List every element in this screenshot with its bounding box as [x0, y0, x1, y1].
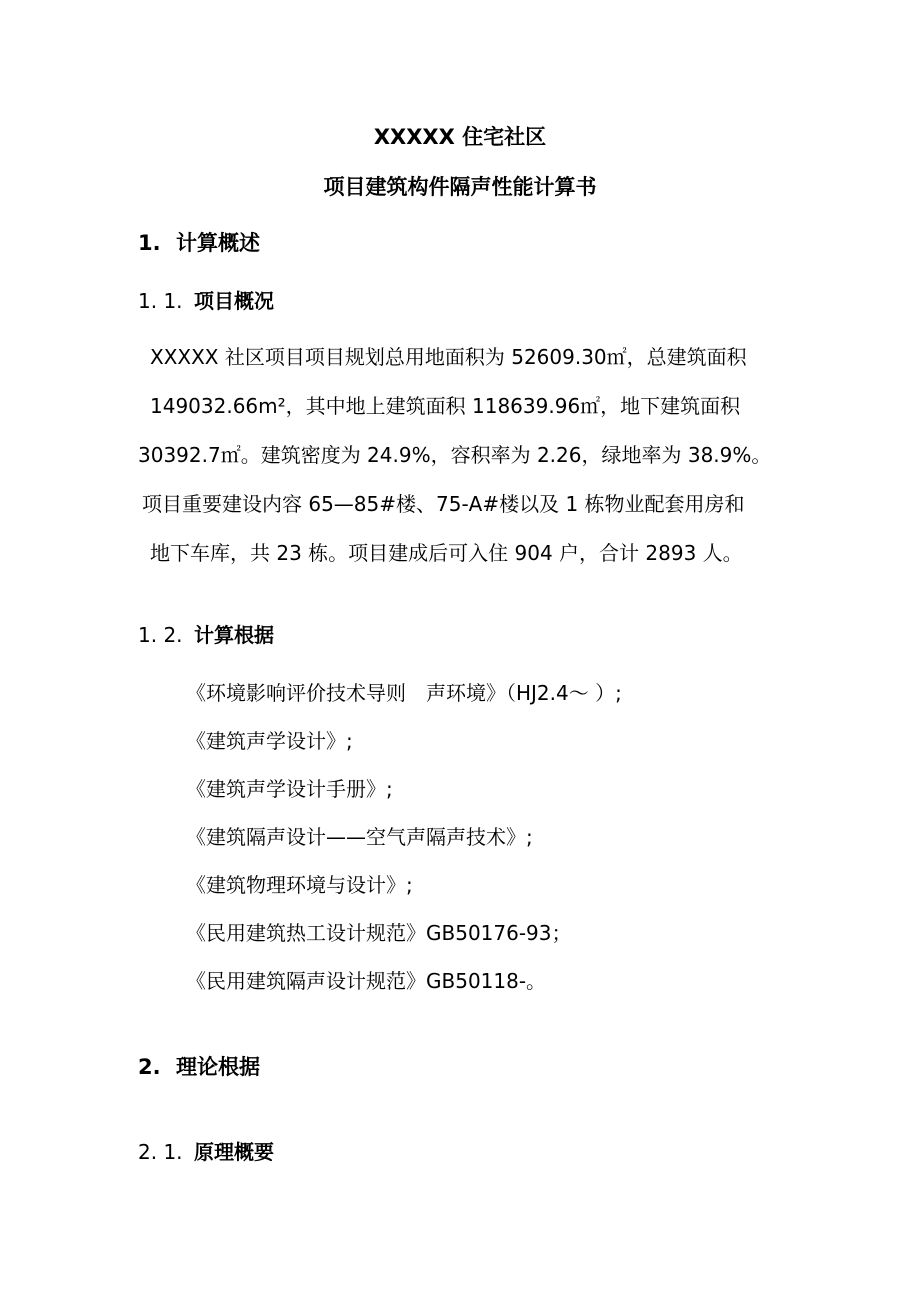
paragraph-line: 地下车库，共 23 栋。项目建成后可入住 904 户，合计 2893 人。: [150, 541, 743, 565]
reference-item: 《建筑隔声设计——空气声隔声技术》;: [186, 825, 533, 849]
section-title: 计算概述: [176, 231, 260, 255]
section-title: 计算根据: [194, 623, 274, 647]
paragraph-line: 30392.7㎡。建筑密度为 24.9%，容积率为 2.26，绿地率为 38.9%。: [138, 443, 772, 467]
section-number: 1.: [138, 231, 161, 255]
paragraph-line: XXXXX 社区项目项目规划总用地面积为 52609.30㎡，总建筑面积: [150, 345, 747, 369]
section-number: 1. 2.: [138, 623, 183, 647]
section-title: 项目概况: [194, 289, 274, 313]
section-2-1-heading: [138, 1137, 274, 1167]
section-number: 2. 1.: [138, 1140, 183, 1164]
reference-item: 《环境影响评价技术导则 声环境》（HJ2.4～ ）;: [186, 681, 622, 705]
section-title: 理论根据: [176, 1055, 260, 1079]
document-title-line2: 项目建筑构件隔声性能计算书: [323, 175, 597, 199]
section-number: 1. 1.: [138, 289, 183, 313]
section-title: 原理概要: [194, 1140, 274, 1164]
section-2-heading: [138, 1052, 260, 1082]
reference-item: 《民用建筑热工设计规范》GB50176-93；: [186, 921, 572, 945]
reference-item: 《建筑声学设计手册》;: [186, 777, 393, 801]
reference-item: 《民用建筑隔声设计规范》GB50118-。: [186, 969, 547, 993]
reference-item: 《建筑声学设计》;: [186, 729, 353, 753]
document-title-line1: XXXXX 住宅社区: [373, 125, 547, 149]
paragraph-line: 149032.66m²，其中地上建筑面积 118639.96㎡，地下建筑面积: [150, 394, 741, 418]
section-1-2-heading: [138, 620, 274, 650]
reference-item: 《建筑物理环境与设计》;: [186, 873, 413, 897]
section-1-heading: [138, 228, 260, 258]
section-1-1-heading: [138, 286, 274, 316]
section-number: 2.: [138, 1055, 161, 1079]
paragraph-line: 项目重要建设内容 65—85#楼、75-A#楼以及 1 栋物业配套用房和: [142, 492, 745, 516]
